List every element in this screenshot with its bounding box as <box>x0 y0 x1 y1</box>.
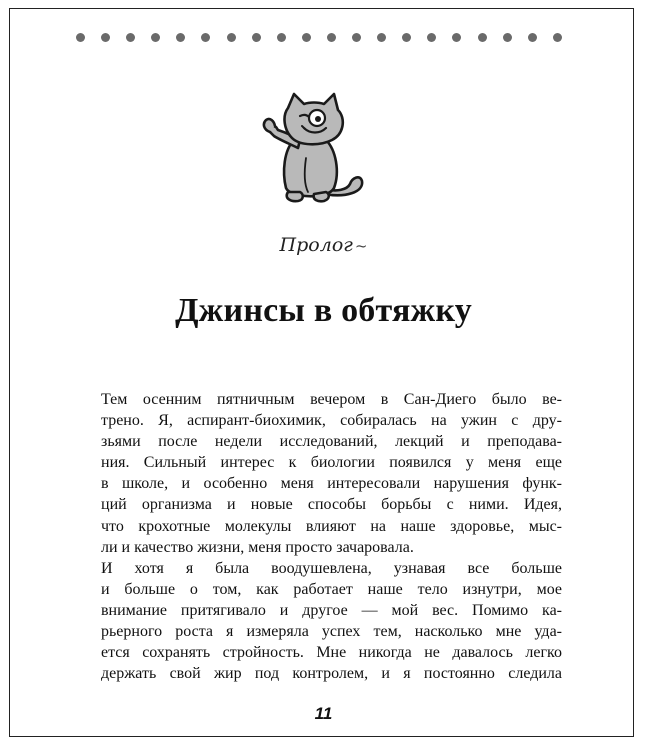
text-line: И хотя я была воодушевлена, узнавая все больше <box>101 559 562 577</box>
decorative-dot <box>402 33 411 42</box>
text-line: ния. Сильный интерес к биологии появился у меня еще <box>101 454 562 472</box>
decorative-dot <box>478 33 487 42</box>
text-line: ций организма и новые способы борьбы с ними. Идея, <box>101 496 562 514</box>
decorative-dot <box>352 33 361 42</box>
decorative-dot <box>302 33 311 42</box>
text-line: ется сохранять стройность. Мне никогда не давалось легко <box>101 644 562 662</box>
thumbs-up-cat-icon <box>254 88 372 210</box>
text-line: зьями после недели исследований, лекций и преподава- <box>101 433 562 451</box>
text-line: в школе, и особенно меня интересовали нарушения функ- <box>101 475 562 493</box>
decorative-dot-row <box>76 31 562 43</box>
decorative-dot <box>503 33 512 42</box>
paragraph-1 <box>81 389 562 558</box>
decorative-dot <box>252 33 261 42</box>
paragraph-2 <box>81 558 562 685</box>
decorative-dot <box>377 33 386 42</box>
decorative-dot <box>201 33 210 42</box>
decorative-dot <box>327 33 336 42</box>
decorative-dot <box>101 33 110 42</box>
decorative-dot <box>227 33 236 42</box>
text-line: Тем осенним пятничным вечером в Сан-Диего было ве- <box>101 391 562 408</box>
decorative-dot <box>452 33 461 42</box>
chapter-kicker-text: Пролог <box>279 234 353 256</box>
text-line: ли и качество жизни, меня просто зачаровала. <box>101 538 414 556</box>
chapter-title: Джинсы в обтяжку <box>175 292 472 329</box>
body-text <box>81 389 562 684</box>
text-line: и больше о том, как работает наше тело изнутри, мое <box>101 580 562 598</box>
chapter-kicker <box>0 234 647 256</box>
decorative-dot <box>76 33 85 42</box>
text-line: внимание притягивало и другое — мой вес. Помимо ка- <box>101 601 562 619</box>
text-line: что крохотные молекулы влияют на наше здоровье, мыс- <box>101 517 562 535</box>
decorative-dot <box>126 33 135 42</box>
text-line: держать свой жир под контролем, и я постоянно следила <box>101 665 562 683</box>
text-line: рьерного роста я измеряла успех тем, насколько мне уда- <box>101 623 562 641</box>
decorative-dot <box>553 33 562 42</box>
swash-ornament: ~ <box>354 237 368 255</box>
text-line: трено. Я, аспирант-биохимик, собиралась на ужин с дру- <box>101 412 562 430</box>
decorative-dot <box>277 33 286 42</box>
decorative-dot <box>151 33 160 42</box>
decorative-dot <box>427 33 436 42</box>
decorative-dot <box>528 33 537 42</box>
decorative-dot <box>176 33 185 42</box>
page-number: 11 <box>314 704 333 723</box>
